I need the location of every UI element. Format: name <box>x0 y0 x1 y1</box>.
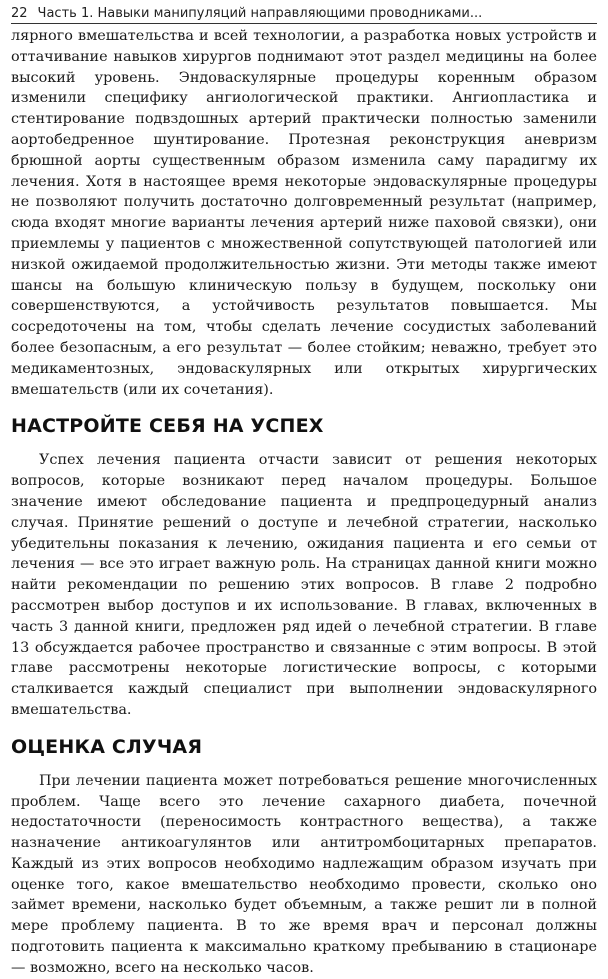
header-rule <box>11 23 597 24</box>
section-heading-success: НАСТРОЙТЕ СЕБЯ НА УСПЕХ <box>11 415 324 438</box>
running-header <box>11 0 597 22</box>
section-heading-case-assessment: ОЦЕНКА СЛУЧАЯ <box>11 735 203 758</box>
page-number: 22 <box>11 6 28 21</box>
running-title: Часть 1. Навыки манипуляций направляющими проводниками... <box>37 6 483 21</box>
body-paragraph-success: Успех лечения пациента отчасти зависит от решения некоторых вопросов, которые возникают перед началом процедуры. Большое значение имеют обследование пациента и предпроцедурный анализ случая. Принятие решений о доступе и лечебной стратегии, насколько убедительны показания к лечению, ожидания пациента и его семьи от лечения — все это играет важную роль. На страницах данной книги можно найти рекомендации по решению этих вопросов. В главе 2 подробно рассмотрен выбор доступов и их использование. В главах, включенных в часть 3 данной книги, предложен ряд идей о лечебной стратегии. В главе 13 обсуждается рабочее пространство и связанные с этим вопросы. В этой главе рассмотрены некоторые логистические вопросы, с которыми сталкивается каждый специалист при выполнении эндоваскулярного вмешательства. <box>11 452 597 718</box>
body-paragraph-case-assessment: При лечении пациента может потребоваться решение многочисленных проблем. Чаще всего это лечение сахарного диабета, почечной недостаточности (переносимость контрастного вещества), а также назначение антикоагулянтов или антитромбоцитарных препаратов. Каждый из этих вопросов необходимо надлежащим образом изучать при оценке того, какое вмешательство необходимо провести, сколько оно займет времени, насколько будет объемным, а также решит ли в полной мере проблему пациента. В то же время врач и персонал должны подготовить пациента к максимально краткому пребыванию в стационаре — возможно, всего на несколько часов. <box>11 772 597 976</box>
body-paragraph-continued: лярного вмешательства и всей технологии, а разработка новых устройств и оттачивание навыков хирургов поднимают этот раздел медицины на более высокий уровень. Эндоваскулярные процедуры коренным образом изменили специфику ангиологической практики. Ангиопластика и стентирование подвздошных артерий практически полностью заменили аортобедренное шунтирование. Протезная реконструкция аневризм брюшной аорты существенным образом изменила саму парадигму их лечения. Хотя в настоящее время некоторые эндоваскулярные процедуры не позволяют получить достаточно долговременный результат (например, сюда входят многие варианты лечения артерий ниже паховой связки), они приемлемы у пациентов с множественной сопутствующей патологией или низкой ожидаемой продолжительностью жизни. Эти методы также имеют шансы на большую клиническую пользу в будущем, поскольку они совершенствуются, а устойчивость результатов повышается. Мы сосредоточены на том, чтобы сделать лечение сосудистых заболеваний более безопасным, а его результат — более стойким; неважно, требует это медикаментозных, эндоваскулярных или открытых хирургических вмешательств (или их сочетания). <box>11 28 597 398</box>
